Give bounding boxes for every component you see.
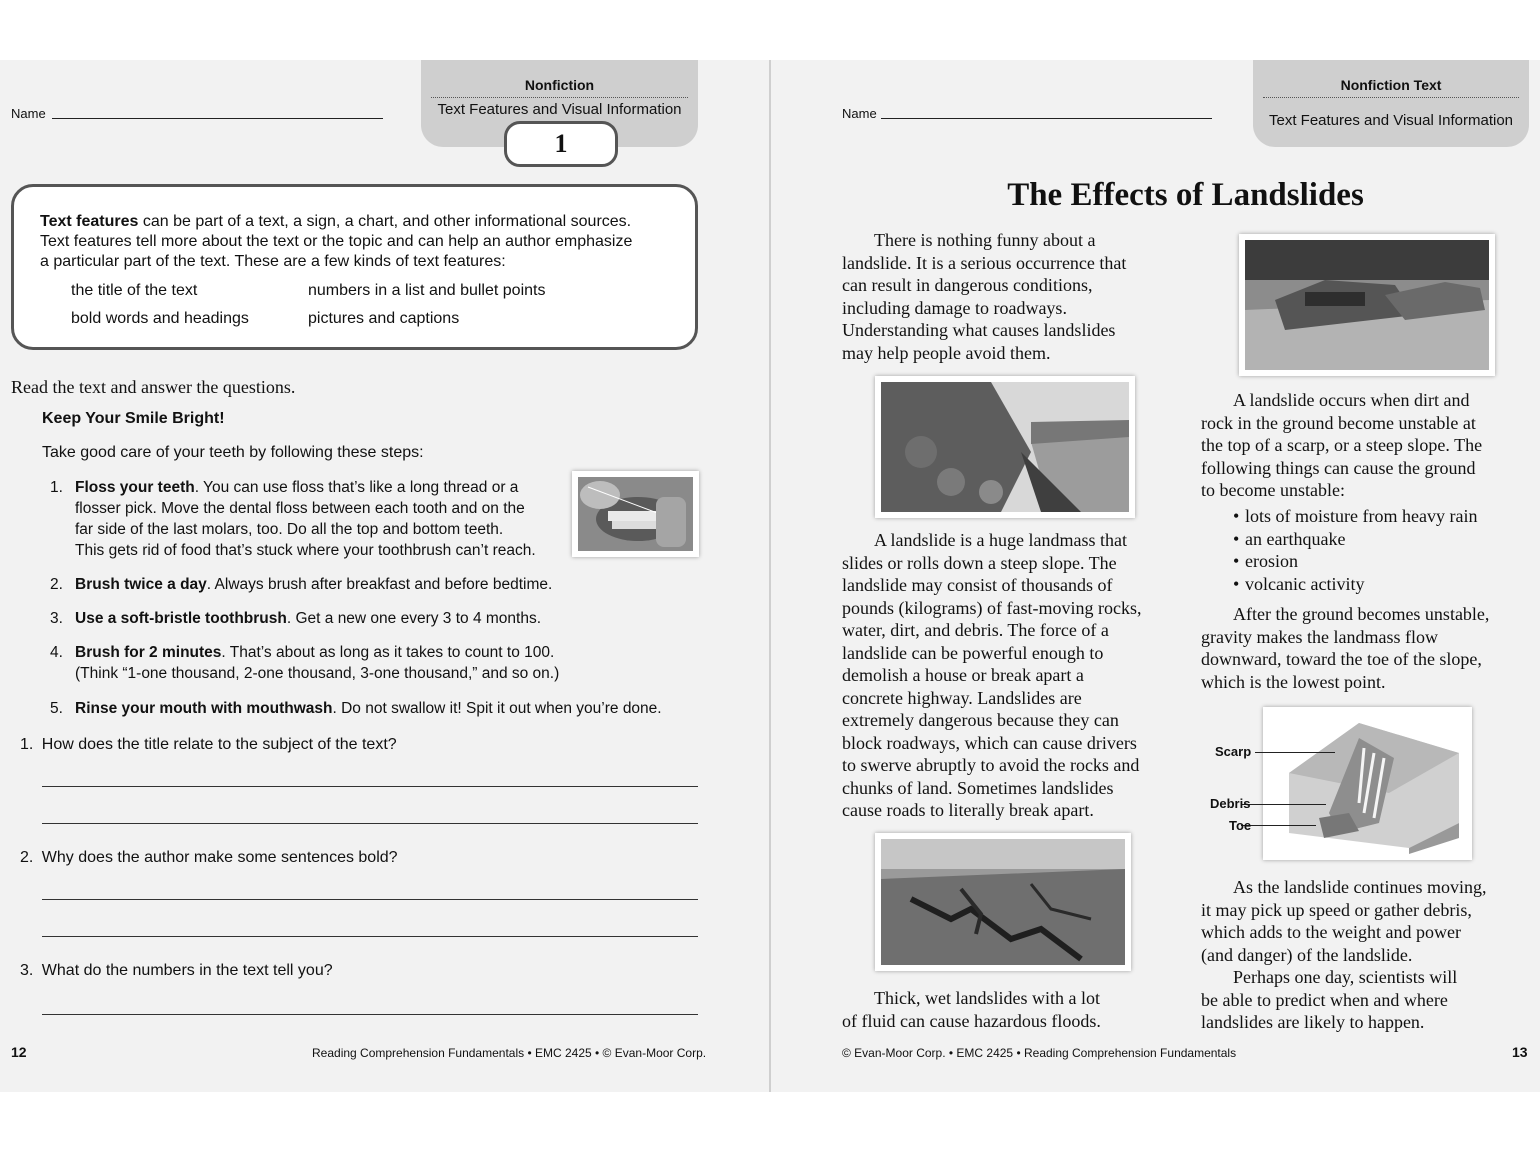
flossing-photo [572, 471, 699, 557]
info-line-3: a particular part of the text. These are a few kinds of text features: [40, 253, 506, 270]
right-page [771, 60, 1540, 1092]
step-text: far side of the last molars, too. Do all the top and bottom teeth. [75, 521, 504, 538]
instruction: Read the text and answer the questions. [11, 377, 296, 397]
text-line: landslide may consist of thousands of [842, 575, 1113, 595]
text-line: it may pick up speed or gather debris, [1201, 899, 1472, 920]
step-item [50, 608, 650, 630]
buried-car-photo [1239, 234, 1495, 376]
paragraph [1201, 389, 1531, 502]
step-number: 5. [50, 700, 63, 717]
step-number: 4. [50, 644, 63, 661]
rockslide-photo [875, 376, 1135, 518]
left-page [0, 60, 769, 1092]
bullet-item: • an earthquake [1233, 528, 1533, 551]
tab-title: Nonfiction Text [1340, 77, 1442, 93]
question-item [20, 736, 397, 754]
landslide-diagram [1263, 707, 1472, 860]
step-bold: Brush twice a day [75, 576, 207, 593]
name-label: Name [842, 106, 877, 121]
bullet-item: • volcanic activity [1233, 573, 1533, 596]
name-label: Name [11, 106, 46, 121]
step-text: . Do not swallow it! Spit it out when you’re done. [332, 700, 662, 717]
text-line: which adds to the weight and power [1201, 922, 1461, 942]
step-bold: Rinse your mouth with mouthwash [75, 700, 333, 717]
article-title: Keep Your Smile Bright! [42, 410, 225, 427]
paragraph [1201, 876, 1536, 1034]
text-line: Perhaps one day, scientists will [1233, 967, 1458, 987]
text-line: following things can cause the ground [1201, 457, 1476, 478]
text-line: gravity makes the landmass flow [1201, 626, 1438, 647]
step-item [50, 574, 650, 596]
bullet-item: • erosion [1233, 550, 1533, 573]
text-line: may help people avoid them. [842, 342, 1051, 363]
text-features-box [11, 184, 698, 350]
step-bold: Brush for 2 minutes [75, 644, 222, 661]
answer-line[interactable] [42, 936, 698, 937]
question-item [20, 962, 333, 980]
tab-subtitle: Text Features and Visual Information [1268, 112, 1514, 129]
step-text: . Always brush after breakfast and before bedtime. [206, 576, 553, 593]
diagram-label-toe: Toe [1229, 818, 1252, 833]
bullet-list [1233, 505, 1533, 595]
cracked-road-image [881, 839, 1125, 965]
step-bold: Use a soft-bristle toothbrush [75, 610, 287, 627]
rockslide-image [881, 382, 1129, 512]
feature-item: the title of the text [71, 282, 198, 299]
text-line: Thick, wet landslides with a lot [874, 988, 1100, 1008]
step-text: flosser pick. Move the dental floss between each tooth and on the [75, 500, 525, 517]
text-line: chunks of land. Sometimes landslides [842, 777, 1114, 798]
flossing-image [578, 477, 693, 551]
step-text: . You can use floss that’s like a long thread or a [194, 479, 519, 496]
text-line: cause roads to literally break apart. [842, 800, 1094, 820]
tab-title: Nonfiction [524, 77, 595, 93]
info-text [40, 212, 690, 272]
text-line: A landslide is a huge landmass that [874, 530, 1127, 550]
text-line: which is the lowest point. [1201, 671, 1386, 692]
text-line: landslides are likely to happen. [1201, 1012, 1425, 1032]
answer-line[interactable] [42, 899, 698, 900]
step-text: . Get a new one every 3 to 4 months. [286, 610, 542, 627]
article-title: The Effects of Landslides [1007, 177, 1364, 213]
text-line: to swerve abruptly to avoid the rocks and [842, 755, 1140, 775]
scarp-pointer [1255, 752, 1335, 754]
page-number: 13 [1512, 1044, 1528, 1060]
text-line: pounds (kilograms) of fast-moving rocks, [842, 597, 1142, 618]
section-tab [1253, 60, 1529, 147]
question-number: 2. [20, 849, 34, 866]
text-line: concrete highway. Landslides are [842, 687, 1082, 708]
lesson-number: 1 [504, 121, 618, 167]
answer-line[interactable] [42, 823, 698, 824]
paragraph [842, 229, 1182, 364]
answer-line[interactable] [42, 786, 698, 787]
question-number: 3. [20, 962, 34, 979]
text-line: the top of a scarp, or a steep slope. The [1201, 435, 1483, 455]
tab-divider [1263, 93, 1519, 98]
step-text: (Think “1-one thousand, 2-one thousand, 3-one thousand,” and so on.) [75, 665, 560, 682]
step-item [50, 477, 570, 563]
text-line: As the landslide continues moving, [1233, 877, 1487, 897]
name-line [52, 118, 383, 119]
info-line-2: Text features tell more about the text or the topic and can help an author emphasize [40, 233, 633, 250]
step-number: 3. [50, 610, 63, 627]
step-number: 2. [50, 576, 63, 593]
paragraph [1201, 603, 1531, 693]
toe-pointer [1241, 825, 1316, 827]
text-line: can result in dangerous conditions, [842, 275, 1093, 295]
paragraph [842, 529, 1182, 822]
text-line: extremely dangerous because they can [842, 710, 1119, 730]
photo-caption [842, 987, 1182, 1032]
question-number: 1. [20, 736, 34, 753]
landslide-diagram-image [1269, 713, 1466, 854]
text-line: to become unstable: [1201, 480, 1345, 500]
debris-pointer [1241, 804, 1326, 806]
step-item [50, 698, 710, 720]
page-number: 12 [11, 1044, 27, 1060]
tab-subtitle: Text Features and Visual Information [437, 101, 682, 118]
text-line: landslide can be powerful enough to [842, 642, 1104, 663]
step-item [50, 642, 670, 686]
text-line: demolish a house or break apart a [842, 665, 1084, 685]
text-line: rock in the ground become unstable at [1201, 412, 1476, 433]
page-footer: © Evan-Moor Corp. • EMC 2425 • Reading Comprehension Fundamentals [842, 1046, 1237, 1060]
text-line: Understanding what causes landslides [842, 320, 1116, 340]
bullet-item: • lots of moisture from heavy rain [1233, 505, 1533, 528]
diagram-label-debris: Debris [1210, 796, 1251, 811]
diagram-label-scarp: Scarp [1215, 744, 1252, 759]
text-line: There is nothing funny about a [874, 230, 1096, 250]
text-line: landslide. It is a serious occurrence that [842, 252, 1127, 273]
buried-car-image [1245, 240, 1489, 370]
cracked-road-photo [875, 833, 1131, 971]
info-line-1: can be part of a text, a sign, a chart, and other informational sources. [138, 213, 632, 230]
question-text: What do the numbers in the text tell you? [41, 962, 333, 979]
question-text: Why does the author make some sentences bold? [41, 849, 398, 866]
article-intro: Take good care of your teeth by following these steps: [42, 444, 424, 461]
text-line: downward, toward the toe of the slope, [1201, 649, 1482, 669]
text-line: water, dirt, and debris. The force of a [842, 620, 1109, 640]
text-line: slides or rolls down a steep slope. The [842, 552, 1117, 573]
step-number: 1. [50, 479, 63, 496]
tab-divider [431, 93, 688, 98]
page-footer: Reading Comprehension Fundamentals • EMC 2425 • © Evan-Moor Corp. [312, 1046, 707, 1060]
text-line: A landslide occurs when dirt and [1233, 390, 1470, 410]
step-text: . That’s about as long as it takes to count to 100. [221, 644, 555, 661]
feature-item: bold words and headings [71, 310, 249, 327]
text-line: of fluid can cause hazardous floods. [842, 1010, 1101, 1031]
name-line [881, 118, 1212, 119]
text-line: (and danger) of the landslide. [1201, 944, 1413, 965]
step-text: This gets rid of food that’s stuck where your toothbrush can’t reach. [75, 542, 536, 559]
text-line: be able to predict when and where [1201, 989, 1448, 1010]
info-bold-lead: Text features [40, 213, 139, 230]
feature-item: pictures and captions [308, 310, 460, 327]
text-line: block roadways, which can cause drivers [842, 732, 1137, 753]
step-bold: Floss your teeth [75, 479, 195, 496]
question-text: How does the title relate to the subject of the text? [41, 736, 397, 753]
feature-item: numbers in a list and bullet points [308, 282, 546, 299]
answer-line[interactable] [42, 1014, 698, 1015]
question-item [20, 849, 398, 867]
text-line: After the ground becomes unstable, [1233, 604, 1490, 624]
text-line: including damage to roadways. [842, 297, 1067, 318]
